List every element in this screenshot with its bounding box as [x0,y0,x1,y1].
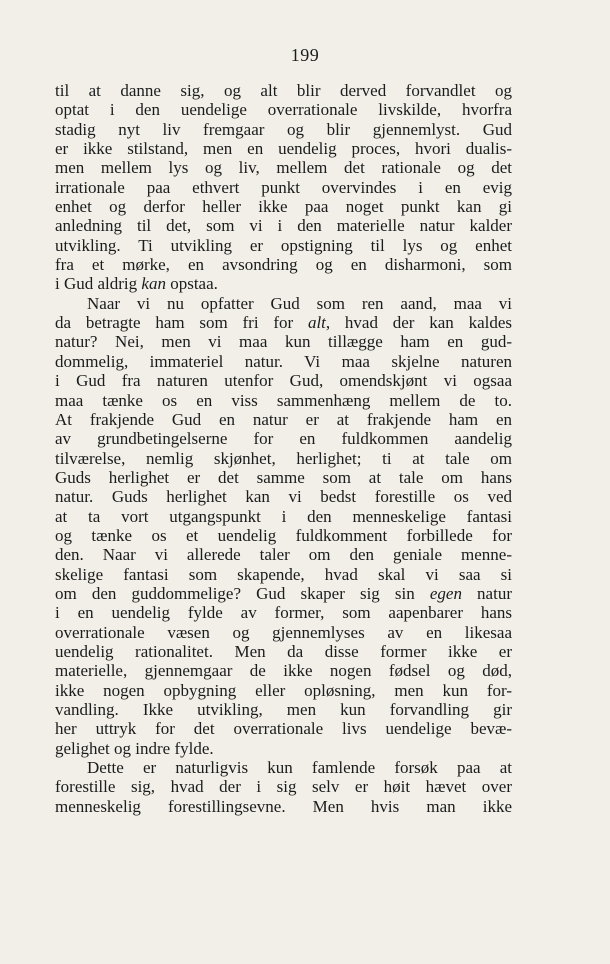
text-line-paragraph-end: i Gud aldrig kan opstaa. [55,274,218,294]
text-line-paragraph-end: gelighet og indre fylde. [55,738,214,758]
text-line: den. Naar vi allerede taler om den geniale menne- [55,545,512,565]
text-line: optat i den uendelige overrationale livskilde, hvorfra [55,100,512,120]
text-line: men mellem lys og liv, mellem det rationale og det [55,158,512,178]
text-line: materielle, gjennemgaar de ikke nogen fødsel og død, [55,661,512,681]
text-line: stadig nyt liv fremgaar og blir gjennemlyst. Gud [55,119,512,139]
text-line: av grundbetingelserne for en fuldkommen aandelig [55,429,512,449]
text-line: Guds herlighet er det samme som at tale om hans [55,467,512,487]
text-line: da betragte ham som fri for alt, hvad der kan kaldes [55,313,513,333]
text-line: og tænke os et uendelig fuldkomment forbillede for [55,525,512,545]
text-line: forestille sig, hvad der i sig selv er høit hævet over [55,777,512,797]
text-line: om den guddommelige? Gud skaper sig sin egen natur [55,583,512,603]
text-line-paragraph-start: Dette er naturligvis kun famlende forsøk paa at [87,758,512,778]
text-line: irrationale paa ethvert punkt overvindes i en evig [55,177,512,197]
text-line-paragraph-start: Naar vi nu opfatter Gud som ren aand, maa vi [87,293,512,313]
text-line: til at danne sig, og alt blir derved forvandlet og [55,81,512,100]
text-line: her uttryk for det overrationale livs uendelige bevæ- [55,719,512,739]
text-line: utvikling. Ti utvikling er opstigning til lys og enhet [55,235,512,255]
text-line: ikke nogen opbygning eller opløsning, men kun for- [55,680,512,700]
text-line: natur. Guds herlighet kan vi bedst forestille os ved [55,487,512,507]
text-line: vandling. Ikke utvikling, men kun forvandling gir [55,700,512,719]
page-number: 199 [290,45,320,65]
text-line: er ikke stilstand, men en uendelig proces, hvori dualis- [55,139,512,159]
text-line: i en uendelig fylde av former, som aapenbarer hans [55,603,512,623]
text-line: at ta vort utgangspunkt i den menneskelige fantasi [55,506,512,526]
text-line: uendelig rationalitet. Men da disse former ikke er [55,641,512,661]
text-line: At frakjende Gud en natur er at frakjende ham en [55,409,512,429]
text-line: natur? Nei, men vi maa kun tillægge ham en gud- [55,332,512,352]
body-text [55,81,512,816]
text-line: tilværelse, nemlig skjønhet, herlighet; ti at tale om [55,448,512,468]
text-line: dommelig, immateriel natur. Vi maa skjelne naturen [55,351,512,371]
text-line: fra et mørke, en avsondring og en disharmoni, som [55,255,512,275]
text-line: i Gud fra naturen utenfor Gud, omendskjønt vi ogsaa [55,371,512,391]
text-line: menneskelig forestillingsevne. Men hvis man ikke [55,796,512,816]
text-line: enhet og derfor heller ikke paa noget punkt kan gi [55,197,512,217]
text-line: overrationale væsen og gjennemlyses av en likesaa [55,622,512,642]
text-line: maa tænke os en viss sammenhæng mellem de to. [55,390,512,410]
text-line: skelige fantasi som skapende, hvad skal vi saa si [55,564,512,584]
text-line: anledning til det, som vi i den materielle natur kalder [55,216,512,236]
